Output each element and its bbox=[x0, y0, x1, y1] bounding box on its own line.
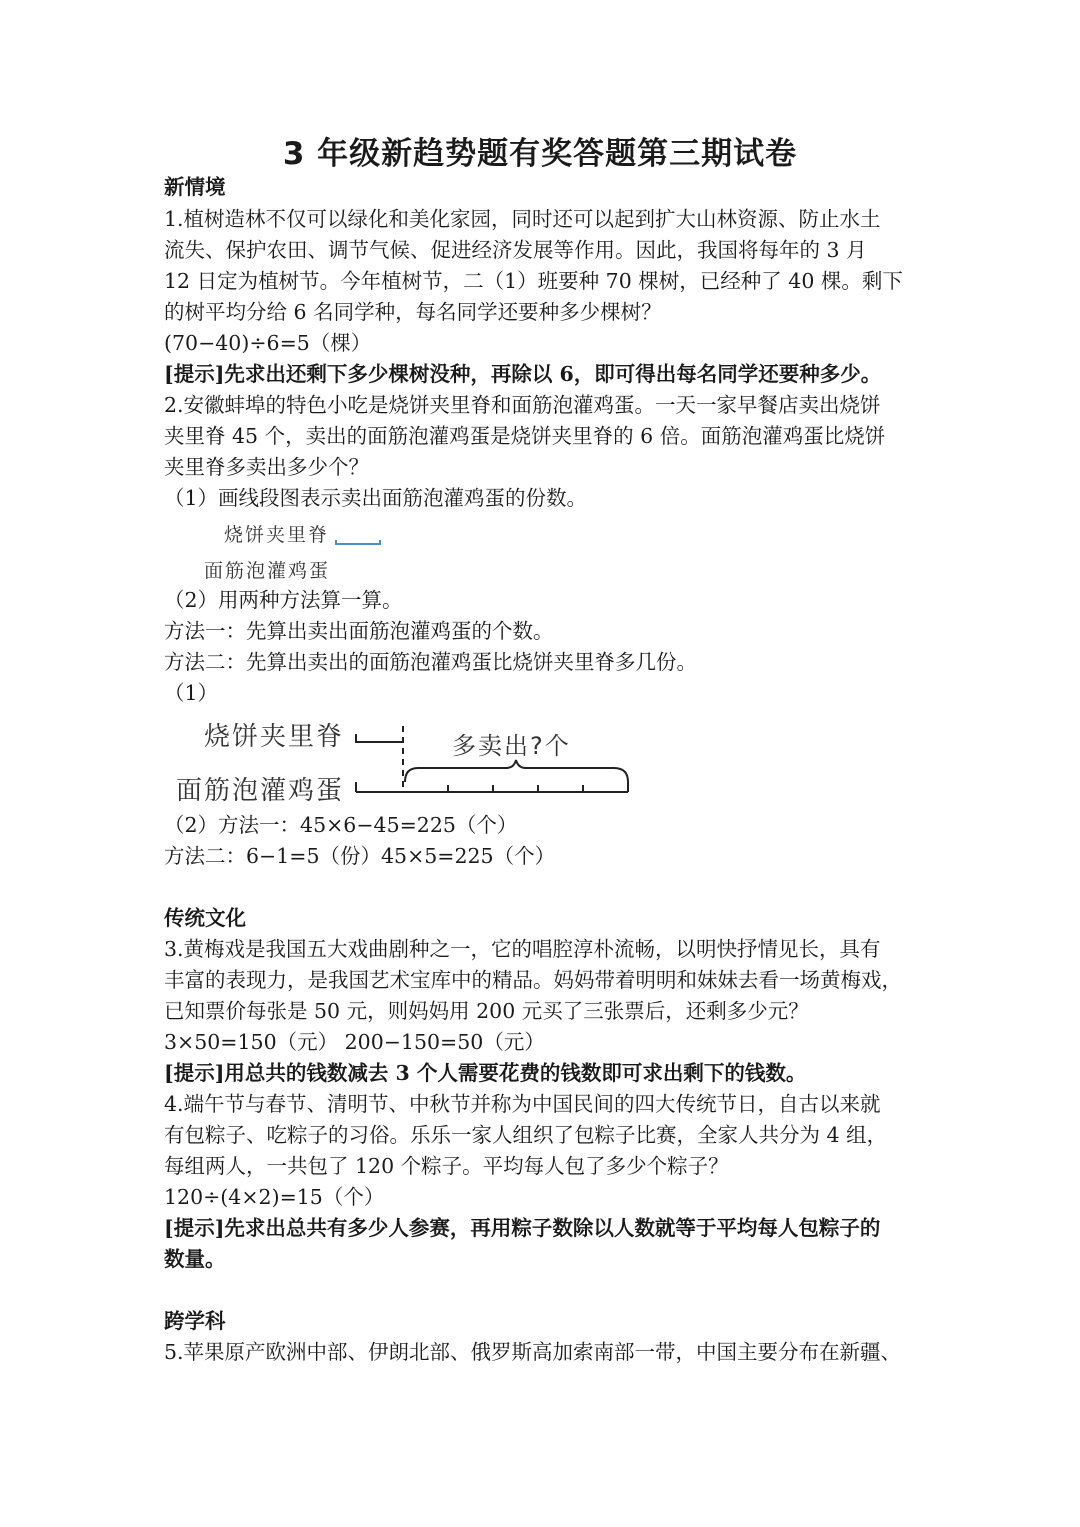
section-heading-traditional-culture: 传统文化 bbox=[164, 906, 246, 930]
q2-answer-method2: 方法二：6−1=5（份）45×5=225（个） bbox=[164, 844, 556, 868]
answer-brace bbox=[405, 760, 628, 782]
q4-text-line: 每组两人，一共包了 120 个粽子。平均每人包了多少个粽子？ bbox=[164, 1154, 729, 1178]
diagram-label-mianjin: 面筋泡灌鸡蛋 bbox=[204, 560, 331, 582]
q2-part1-prompt: （1）画线段图表示卖出面筋泡灌鸡蛋的份数。 bbox=[164, 486, 588, 510]
answer-diagram-brace-label: 多卖出?个 bbox=[452, 732, 571, 760]
q3-answer: 3×50=150（元） 200−150=50（元） bbox=[164, 1030, 545, 1054]
q3-text-line: 3.黄梅戏是我国五大戏曲剧种之一，它的唱腔淳朴流畅，以明快抒情见长，具有 bbox=[164, 937, 881, 961]
q1-hint: [提示]先求出还剩下多少棵树没种，再除以 6，即可得出每名同学还要种多少。 bbox=[164, 362, 882, 386]
q2-answer-part1: （1） bbox=[164, 681, 219, 705]
section-heading-new-context: 新情境 bbox=[164, 175, 226, 199]
q1-text-line: 1.植树造林不仅可以绿化和美化家园，同时还可以起到扩大山林资源、防止水土 bbox=[164, 207, 881, 231]
q4-answer: 120÷(4×2)=15（个） bbox=[164, 1185, 385, 1209]
q1-text-line: 12 日定为植树节。今年植树节，二（1）班要种 70 棵树，已经种了 40 棵。剩下 bbox=[164, 269, 903, 293]
q2-text-line: 夹里脊多卖出多少个？ bbox=[164, 455, 369, 479]
answer-diagram-label-shaobing: 烧饼夹里脊 bbox=[204, 722, 345, 752]
q1-answer: (70−40)÷6=5（棵） bbox=[164, 331, 372, 355]
diagram-label-shaobing: 烧饼夹里脊 bbox=[224, 524, 330, 546]
q3-hint: [提示]用总共的钱数减去 3 个人需要花费的钱数即可求出剩下的钱数。 bbox=[164, 1061, 807, 1085]
q3-text-line: 已知票价每张是 50 元，则妈妈用 200 元买了三张票后，还剩多少元？ bbox=[164, 999, 809, 1023]
q3-text-line: 丰富的表现力，是我国艺术宝库中的精品。妈妈带着明明和妹妹去看一场黄梅戏， bbox=[164, 968, 902, 992]
answer-diagram-label-mianjin: 面筋泡灌鸡蛋 bbox=[176, 776, 345, 806]
q1-text-line: 流失、保护农田、调节气候、促进经济发展等作用。因此，我国将每年的 3 月 bbox=[164, 238, 867, 262]
q2-method2-prompt: 方法二：先算出卖出的面筋泡灌鸡蛋比烧饼夹里脊多几份。 bbox=[164, 650, 697, 674]
q1-text-line: 的树平均分给 6 名同学种，每名同学还要种多少棵树？ bbox=[164, 300, 662, 324]
q4-hint-line: [提示]先求出总共有多少人参赛，再用粽子数除以人数就等于平均每人包粽子的 bbox=[164, 1216, 881, 1240]
q5-text-line: 5.苹果原产欧洲中部、伊朗北部、俄罗斯高加索南部一带，中国主要分布在新疆、 bbox=[164, 1340, 902, 1364]
section-heading-interdisciplinary: 跨学科 bbox=[164, 1309, 226, 1333]
q4-text-line: 有包粽子、吃粽子的习俗。乐乐一家人组织了包粽子比赛，全家人共分为 4 组， bbox=[164, 1123, 888, 1147]
q4-text-line: 4.端午节与春节、清明节、中秋节并称为中国民间的四大传统节日，自古以来就 bbox=[164, 1092, 881, 1116]
q2-method1-prompt: 方法一：先算出卖出面筋泡灌鸡蛋的个数。 bbox=[164, 619, 554, 643]
page-title: 3 年级新趋势题有奖答题第三期试卷 bbox=[282, 136, 798, 172]
q4-hint-line: 数量。 bbox=[164, 1247, 226, 1271]
q2-text-line: 2.安徽蚌埠的特色小吃是烧饼夹里脊和面筋泡灌鸡蛋。一天一家早餐店卖出烧饼 bbox=[164, 393, 881, 417]
q2-text-line: 夹里脊 45 个，卖出的面筋泡灌鸡蛋是烧饼夹里脊的 6 倍。面筋泡灌鸡蛋比烧饼 bbox=[164, 424, 886, 448]
blank-answer-line bbox=[336, 540, 380, 544]
q2-answer-method1: （2）方法一：45×6−45=225（个） bbox=[164, 813, 518, 837]
q2-part2-prompt: （2）用两种方法算一算。 bbox=[164, 588, 403, 612]
answer-line-shaobing bbox=[356, 734, 402, 742]
